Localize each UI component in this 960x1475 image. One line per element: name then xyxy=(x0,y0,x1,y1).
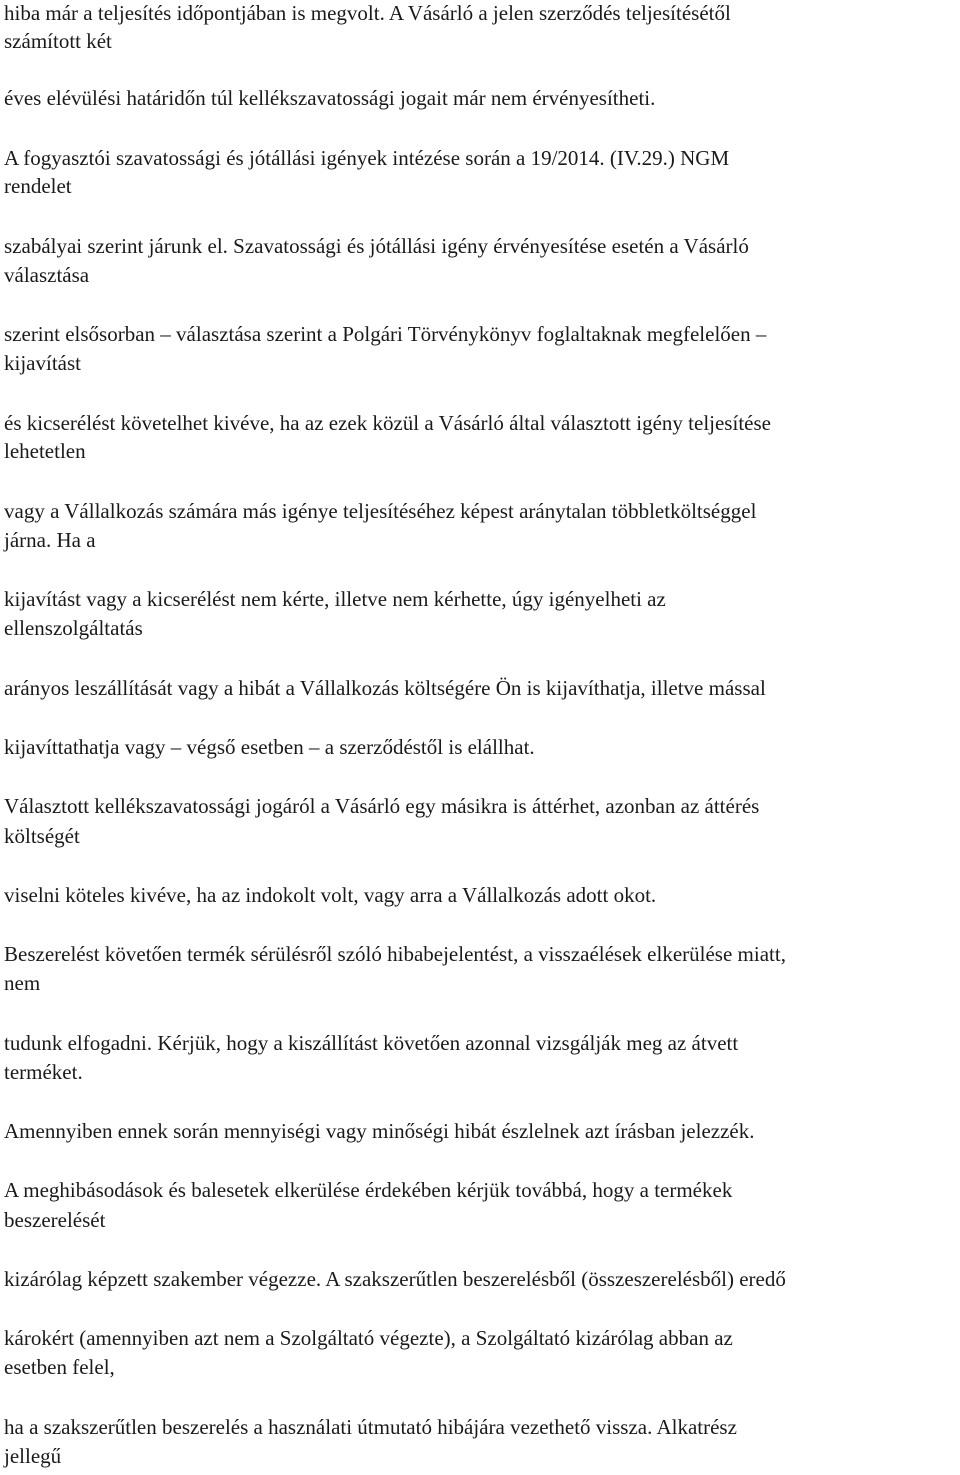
text-line: költségét xyxy=(4,824,80,848)
text-line: Választott kellékszavatossági jogáról a Vásárló egy másikra is áttérhet, azonban az áttérés xyxy=(4,794,760,818)
text-line: kijavítást xyxy=(4,351,81,375)
text-line: lehetetlen xyxy=(4,439,86,463)
text-line: szabályai szerint járunk el. Szavatossági és jótállási igény érvényesítése esetén a Vásárló xyxy=(4,234,749,258)
text-line: kijavíttathatja vagy – végső esetben – a szerződéstől is elállhat. xyxy=(4,735,535,759)
text-line: ellenszolgáltatás xyxy=(4,616,143,640)
text-line: hiba már a teljesítés időpontjában is megvolt. A Vásárló a jelen szerződés teljesítésétől xyxy=(4,1,731,25)
text-line: A fogyasztói szavatossági és jótállási igények intézése során a 19/2014. (IV.29.) NGM xyxy=(4,146,730,170)
text-line: esetben felel, xyxy=(4,1355,115,1379)
text-line: választása xyxy=(4,263,90,287)
text-line: A meghibásodások és balesetek elkerülése érdekében kérjük továbbá, hogy a termékek xyxy=(4,1178,733,1202)
text-line: nem xyxy=(4,971,41,995)
text-line: és kicserélést követelhet kivéve, ha az ezek közül a Vásárló által választott igény teljesítése xyxy=(4,411,771,435)
text-line: károkért (amennyiben azt nem a Szolgáltató végezte), a Szolgáltató kizárólag abban az xyxy=(4,1326,733,1350)
text-line: beszerelését xyxy=(4,1208,106,1232)
text-line: arányos leszállítását vagy a hibát a Vállalkozás költségére Ön is kijavíthatja, illetve mással xyxy=(4,676,766,700)
text-line: kijavítást vagy a kicserélést nem kérte, illetve nem kérhette, úgy igényelheti az xyxy=(4,587,666,611)
text-line: számított két xyxy=(4,29,112,53)
text-line: éves elévülési határidőn túl kellékszavatossági jogait már nem érvényesítheti. xyxy=(4,86,656,110)
text-line: vagy a Vállalkozás számára más igénye teljesítéséhez képest aránytalan többletköltséggel xyxy=(4,499,757,523)
text-line: ha a szakszerűtlen beszerelés a használati útmutató hibájára vezethető vissza. Alkatrész xyxy=(4,1415,737,1439)
text-line: járna. Ha a xyxy=(4,528,96,552)
text-line: viselni köteles kivéve, ha az indokolt volt, vagy arra a Vállalkozás adott okot. xyxy=(4,883,657,907)
text-line: kizárólag képzett szakember végezze. A szakszerűtlen beszerelésből (összeszerelésből) eredő xyxy=(4,1267,786,1291)
text-line: terméket. xyxy=(4,1060,83,1084)
text-line: szerint elsősorban – választása szerint a Polgári Törvénykönyv foglaltaknak megfelelően – xyxy=(4,322,767,346)
text-line: rendelet xyxy=(4,174,72,198)
text-line: tudunk elfogadni. Kérjük, hogy a kiszállítást követően azonnal vizsgálják meg az átvett xyxy=(4,1031,739,1055)
text-line: Beszerelést követően termék sérülésről szóló hibabejelentést, a visszaélések elkerülése miatt, xyxy=(4,942,786,966)
text-line: jellegű xyxy=(4,1444,62,1468)
text-line: Amennyiben ennek során mennyiségi vagy minőségi hibát észlelnek azt írásban jelezzék. xyxy=(4,1119,755,1143)
